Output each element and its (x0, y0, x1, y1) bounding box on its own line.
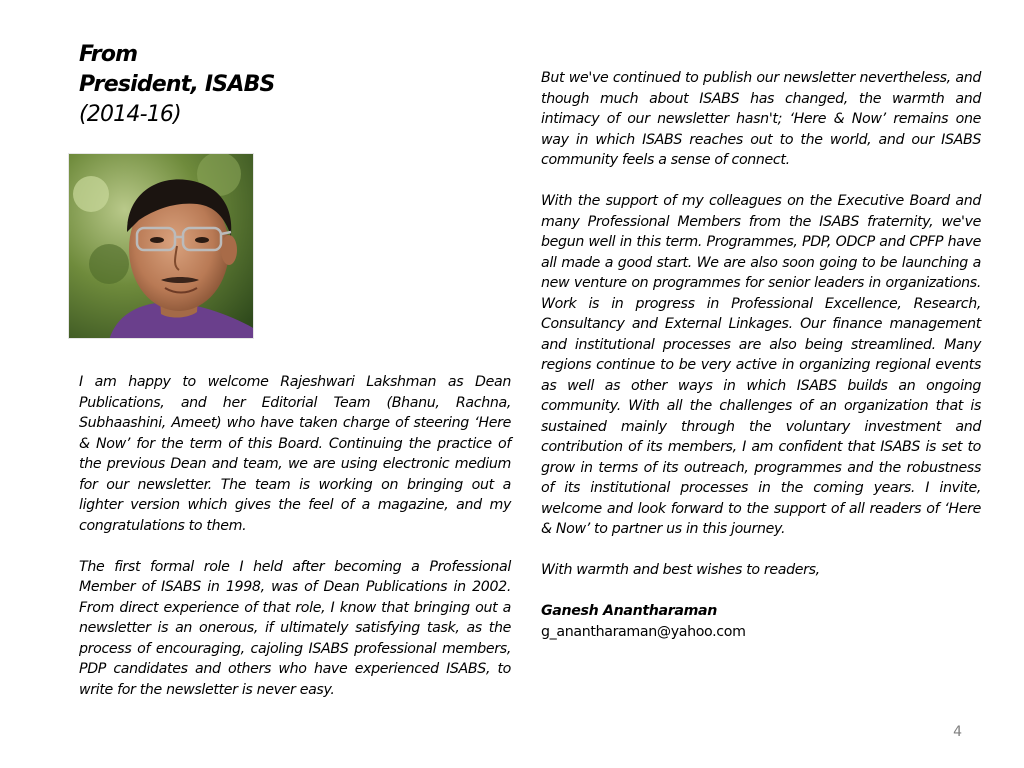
left-paragraph-2: The first formal role I held after becoming a Professional Member of ISABS in 1998, was of Dean Publications in 2002. From direct experience of that role, I know that bringing out a newsletter is an onerous, if ultimately satisfying task, as the process of encouraging, cajoling ISABS professional members, PDP candidates and others who have experienced ISABS, to write for the newsletter is never easy. (79, 558, 511, 698)
left-column-text (79, 372, 511, 700)
right-column-text (541, 68, 981, 642)
portrait-photo-icon (69, 154, 254, 339)
left-paragraph-1: I am happy to welcome Rajeshwari Lakshman as Dean Publications, and her Editorial Team (Bhanu, Rachna, Subhaashini, Ameet) who have taken charge of steering ‘Here & Now’ for the term of this Board. Continuing the practice of the previous Dean and team, we are using electronic medium for our newsletter. The team is working on bringing out a lighter version which gives the feel of a magazine, and my congratulations to them. (79, 374, 511, 534)
heading-from: From (79, 42, 138, 67)
president-photo (68, 153, 254, 339)
heading-term: (2014-16) (79, 102, 181, 127)
page-number: 4 (953, 724, 962, 740)
article-heading (79, 40, 379, 130)
right-paragraph-2: With the support of my colleagues on the Executive Board and many Professional Members from the ISABS fraternity, we've begun well in this term. Programmes, PDP, ODCP and CPFP have all made a good start. We are also soon going to be launching a new venture on programmes for senior leaders in organizations. Work is in progress in Professional Excellence, Research, Consultancy and External Linkages. Our finance management and institutional processes are also being streamlined. Many regions continue to be very active in organizing regional events as well as other ways in which ISABS builds an ongoing community. With all the challenges of an organization that is sustained mainly through the voluntary investment and contribution of its members, I am confident that ISABS is set to grow in terms of its outreach, programmes and the robustness of its institutional processes in the coming years. I invite, welcome and look forward to the support of all readers of ‘Here & Now’ to partner us in this journey. (541, 193, 981, 537)
right-paragraph-3: With warmth and best wishes to readers, (541, 562, 820, 578)
signature-email: g_anantharaman@yahoo.com (541, 623, 746, 640)
right-paragraph-1: But we've continued to publish our newsletter nevertheless, and though much about ISABS has changed, the warmth and intimacy of our newsletter hasn't; ‘Here & Now’ remains one way in which ISABS reaches out to the world, and our ISABS community feels a sense of connect. (541, 70, 981, 168)
signature-name: Ganesh Anantharaman (541, 603, 718, 619)
heading-title: President, ISABS (79, 72, 275, 97)
